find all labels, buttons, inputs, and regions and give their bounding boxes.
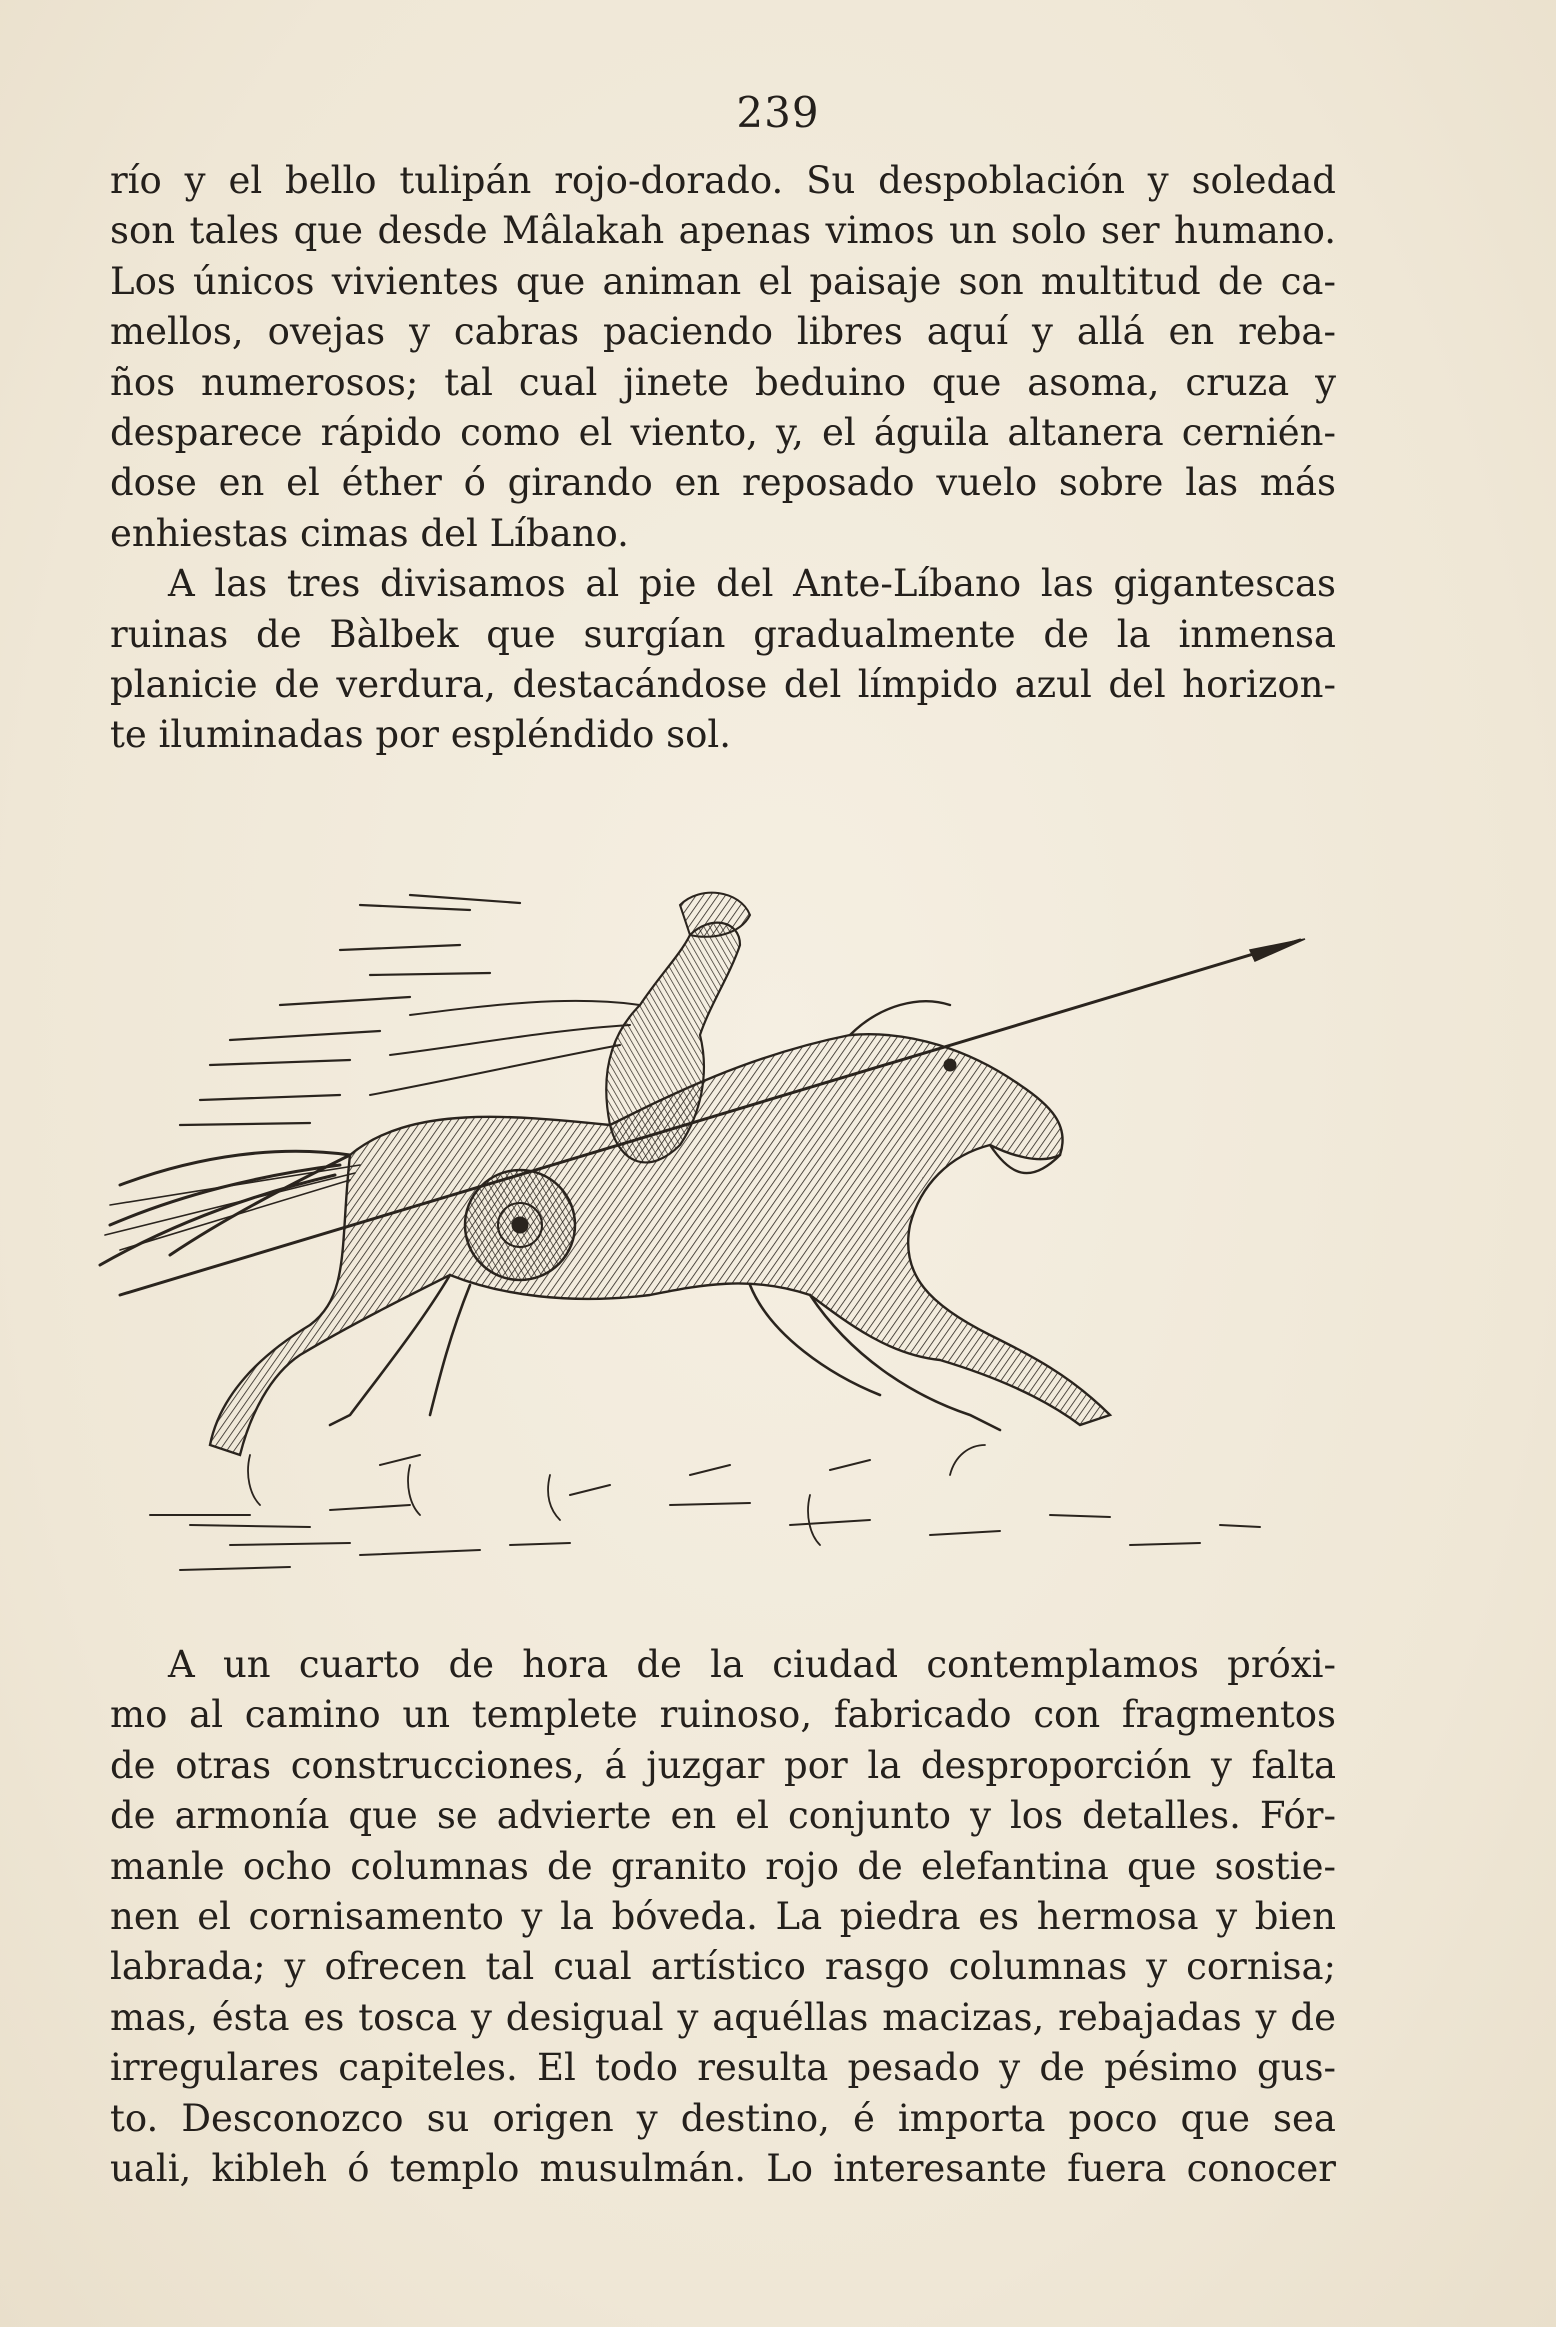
text-line: ruinas de Bàlbek que surgían gradualmente de la inmensa	[110, 612, 1336, 656]
text-line: te iluminadas por espléndido sol.	[110, 713, 731, 757]
text-line: A un cuarto de hora de la ciudad contemplamos próxi-	[168, 1643, 1336, 1686]
text-line: desparece rápido como el viento, y, el águila altanera cernién-	[110, 411, 1336, 455]
text-line: A las tres divisamos al pie del Ante-Líbano las gigantescas	[168, 562, 1336, 606]
text-line: to. Desconozco su origen y destino, é importa poco que sea	[110, 2096, 1336, 2140]
text-block-top	[110, 156, 1336, 761]
text-line: irregulares capiteles. El todo resulta pesado y de pésimo gus-	[110, 2046, 1336, 2090]
text-line: son tales que desde Mâlakah apenas vimos un solo ser humano.	[110, 209, 1336, 253]
text-line: Los únicos vivientes que animan el paisaje son multitud de ca-	[110, 259, 1336, 303]
text-block-bottom	[110, 1640, 1336, 2194]
text-line: mellos, ovejas y cabras paciendo libres aquí y allá en reba-	[110, 310, 1336, 354]
text-line: de otras construcciones, á juzgar por la desproporción y falta	[110, 1743, 1336, 1787]
rider-horse-sketch	[50, 855, 1350, 1615]
text-line: mas, ésta es tosca y desigual y aquéllas macizas, rebajadas y de	[110, 1995, 1336, 2039]
text-line: dose en el éther ó girando en reposado vuelo sobre las más	[110, 461, 1336, 505]
text-line: nen el cornisamento y la bóveda. La piedra es hermosa y bien	[110, 1895, 1336, 1939]
bedouin-rider-engraving	[50, 855, 1350, 1615]
text-line: uali, kibleh ó templo musulmán. Lo interesante fuera conocer	[110, 2147, 1336, 2191]
text-line: enhiestas cimas del Líbano.	[110, 511, 629, 555]
text-line: de armonía que se advierte en el conjunto y los detalles. Fór-	[110, 1794, 1336, 1838]
text-line: mo al camino un templete ruinoso, fabricado con fragmentos	[110, 1693, 1336, 1737]
page-number: 239	[736, 88, 820, 137]
text-line: planicie de verdura, destacándose del límpido azul del horizon-	[110, 663, 1336, 707]
text-line: labrada; y ofrecen tal cual artístico rasgo columnas y cornisa;	[110, 1945, 1336, 1989]
text-line: manle ocho columnas de granito rojo de elefantina que sostie-	[110, 1844, 1336, 1888]
text-line: ños numerosos; tal cual jinete beduino que asoma, cruza y	[110, 360, 1336, 404]
text-line: río y el bello tulipán rojo-dorado. Su despoblación y soledad	[110, 159, 1336, 202]
